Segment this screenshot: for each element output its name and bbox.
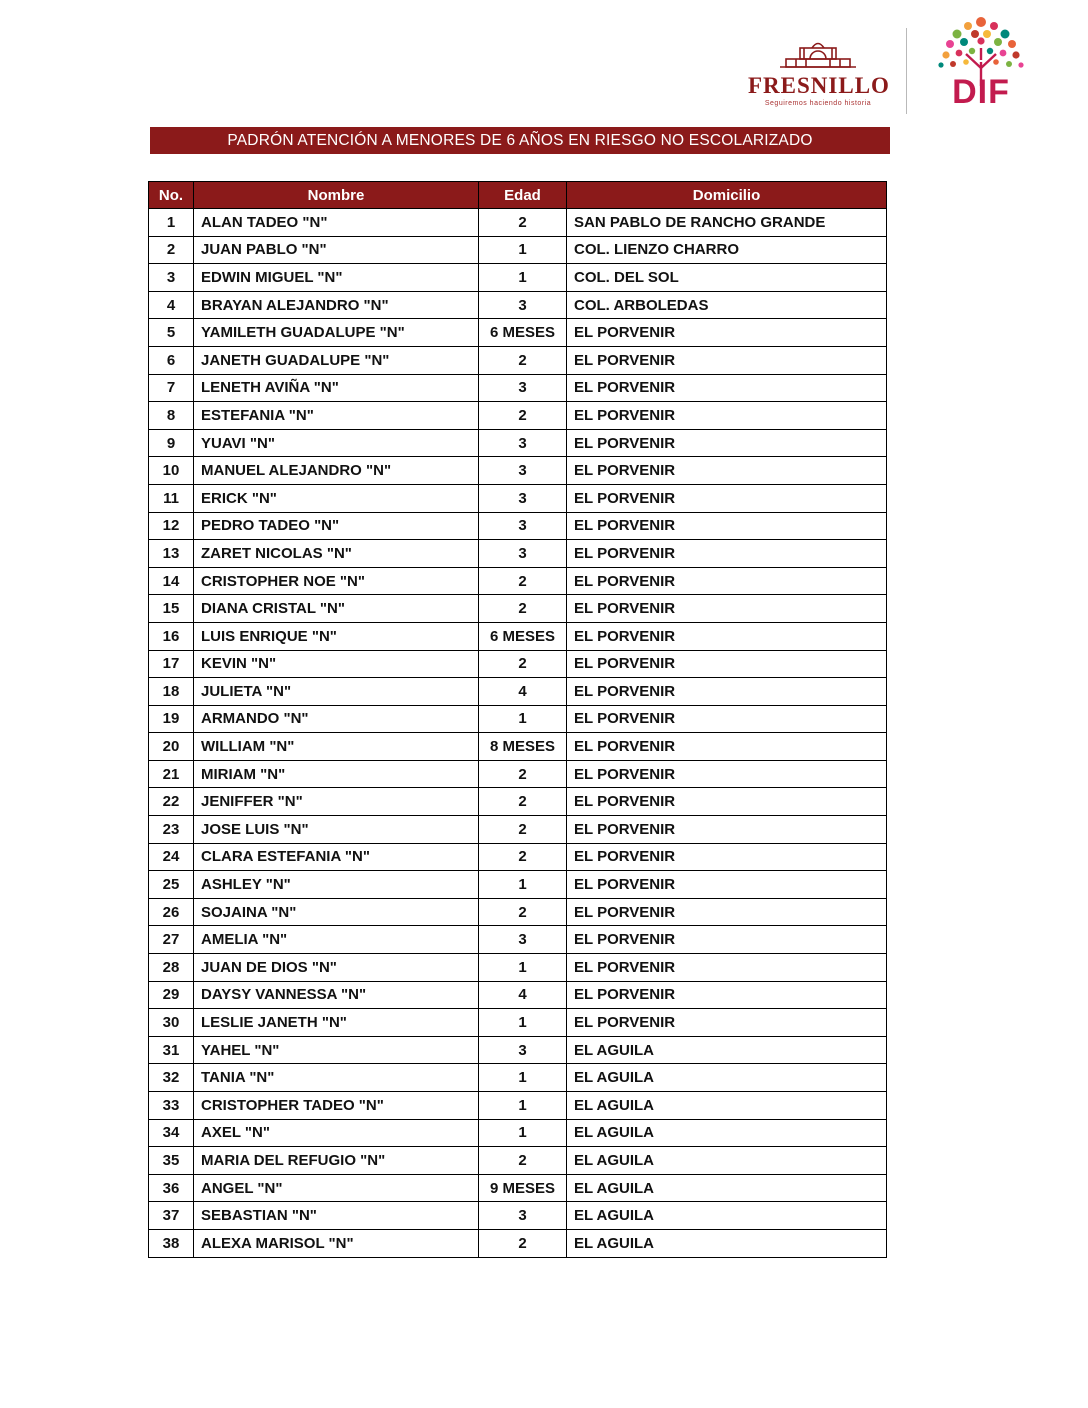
table-cell: EL PORVENIR (567, 760, 887, 788)
table-row (149, 788, 887, 816)
table-cell: ERICK "N" (194, 484, 479, 512)
table-row (149, 209, 887, 237)
table-cell: DAYSY VANNESSA "N" (194, 981, 479, 1009)
table-cell: 2 (479, 816, 567, 844)
table-row (149, 1036, 887, 1064)
fresnillo-wordmark: FRESNILLO (748, 73, 890, 98)
table-row (149, 374, 887, 402)
table-cell: 2 (479, 650, 567, 678)
table-cell: EL AGUILA (567, 1092, 887, 1120)
table-cell: EL PORVENIR (567, 926, 887, 954)
table-cell: COL. DEL SOL (567, 264, 887, 292)
table-cell: 19 (149, 705, 194, 733)
table-row (149, 650, 887, 678)
table-cell: 3 (479, 1202, 567, 1230)
header-domicilio: Domicilio (567, 182, 887, 209)
table-cell: 27 (149, 926, 194, 954)
table-row (149, 954, 887, 982)
table-cell: EL PORVENIR (567, 705, 887, 733)
table-row (149, 1202, 887, 1230)
table-row (149, 1147, 887, 1175)
table-cell: 36 (149, 1174, 194, 1202)
table-cell: 11 (149, 484, 194, 512)
table-cell: 9 (149, 429, 194, 457)
fresnillo-building-icon (776, 36, 860, 72)
table-cell: EL AGUILA (567, 1229, 887, 1257)
table-cell: 24 (149, 843, 194, 871)
table-cell: LENETH AVIÑA "N" (194, 374, 479, 402)
table-row (149, 402, 887, 430)
table-cell: 37 (149, 1202, 194, 1230)
table-cell: TANIA "N" (194, 1064, 479, 1092)
table-row (149, 843, 887, 871)
table-cell: 9 MESES (479, 1174, 567, 1202)
table-cell: 7 (149, 374, 194, 402)
header-nombre: Nombre (194, 182, 479, 209)
table-cell: 30 (149, 1009, 194, 1037)
table-cell: 38 (149, 1229, 194, 1257)
table-cell: 20 (149, 733, 194, 761)
table-cell: CRISTOPHER NOE "N" (194, 567, 479, 595)
table-row (149, 236, 887, 264)
table-row (149, 540, 887, 568)
table-cell: CLARA ESTEFANIA "N" (194, 843, 479, 871)
table-row (149, 264, 887, 292)
table-cell: JENIFFER "N" (194, 788, 479, 816)
table-cell: 2 (479, 1147, 567, 1175)
table-cell: EL AGUILA (567, 1119, 887, 1147)
table-cell: ALAN TADEO "N" (194, 209, 479, 237)
dif-wordmark: DIF (952, 73, 1010, 111)
fresnillo-tagline: Seguiremos haciendo historia (764, 100, 872, 107)
table-cell: 3 (479, 1036, 567, 1064)
table-row (149, 871, 887, 899)
table-row (149, 319, 887, 347)
table-cell: 10 (149, 457, 194, 485)
table-cell: EL PORVENIR (567, 374, 887, 402)
table-cell: 2 (479, 898, 567, 926)
table-cell: EL PORVENIR (567, 622, 887, 650)
header-no: No. (149, 182, 194, 209)
table-cell: ESTEFANIA "N" (194, 402, 479, 430)
table-cell: 3 (479, 926, 567, 954)
table-cell: ALEXA MARISOL "N" (194, 1229, 479, 1257)
table-cell: EL PORVENIR (567, 788, 887, 816)
table-cell: 3 (479, 429, 567, 457)
table-cell: EL AGUILA (567, 1147, 887, 1175)
table-cell: ZARET NICOLAS "N" (194, 540, 479, 568)
table-cell: 2 (479, 843, 567, 871)
table-cell: 5 (149, 319, 194, 347)
table-cell: BRAYAN ALEJANDRO "N" (194, 291, 479, 319)
table-cell: COL. LIENZO CHARRO (567, 236, 887, 264)
table-cell: LESLIE JANETH "N" (194, 1009, 479, 1037)
table-cell: PEDRO TADEO "N" (194, 512, 479, 540)
table-cell: EDWIN MIGUEL "N" (194, 264, 479, 292)
table-cell: EL AGUILA (567, 1064, 887, 1092)
table-row (149, 926, 887, 954)
table-cell: EL PORVENIR (567, 1009, 887, 1037)
table-cell: 6 MESES (479, 319, 567, 347)
table-cell: 22 (149, 788, 194, 816)
table-row (149, 595, 887, 623)
table-cell: 1 (479, 236, 567, 264)
table-cell: 12 (149, 512, 194, 540)
table-cell: EL PORVENIR (567, 540, 887, 568)
table-row (149, 1119, 887, 1147)
table-cell: EL PORVENIR (567, 484, 887, 512)
table-row (149, 733, 887, 761)
table-cell: JUAN PABLO "N" (194, 236, 479, 264)
table-cell: EL AGUILA (567, 1036, 887, 1064)
table-cell: 15 (149, 595, 194, 623)
table-cell: SAN PABLO DE RANCHO GRANDE (567, 209, 887, 237)
table-cell: EL PORVENIR (567, 512, 887, 540)
table-cell: 3 (479, 291, 567, 319)
table-cell: 2 (479, 788, 567, 816)
table-cell: 2 (149, 236, 194, 264)
table-cell: YAMILETH GUADALUPE "N" (194, 319, 479, 347)
table-cell: CRISTOPHER TADEO "N" (194, 1092, 479, 1120)
table-cell: SEBASTIAN "N" (194, 1202, 479, 1230)
table-cell: EL PORVENIR (567, 567, 887, 595)
table-cell: 1 (149, 209, 194, 237)
logo-divider (906, 28, 907, 114)
table-cell: EL PORVENIR (567, 843, 887, 871)
table-cell: EL PORVENIR (567, 346, 887, 374)
roster-table (148, 181, 887, 1258)
table-cell: 3 (479, 540, 567, 568)
table-row (149, 567, 887, 595)
table-cell: 4 (149, 291, 194, 319)
table-cell: EL AGUILA (567, 1174, 887, 1202)
table-cell: 1 (479, 264, 567, 292)
table-cell: EL PORVENIR (567, 954, 887, 982)
table-cell: 3 (479, 457, 567, 485)
table-cell: 26 (149, 898, 194, 926)
table-row (149, 678, 887, 706)
fresnillo-logo (748, 36, 888, 107)
table-cell: EL PORVENIR (567, 981, 887, 1009)
table-row (149, 622, 887, 650)
table-cell: 2 (479, 346, 567, 374)
table-cell: MARIA DEL REFUGIO "N" (194, 1147, 479, 1175)
table-cell: 1 (479, 871, 567, 899)
table-cell: EL PORVENIR (567, 429, 887, 457)
table-body (149, 209, 887, 1258)
table-cell: 1 (479, 1092, 567, 1120)
table-cell: 1 (479, 1064, 567, 1092)
table-cell: COL. ARBOLEDAS (567, 291, 887, 319)
table-cell: EL PORVENIR (567, 678, 887, 706)
table-cell: 29 (149, 981, 194, 1009)
table-cell: 16 (149, 622, 194, 650)
table-cell: 3 (149, 264, 194, 292)
table-header-row (149, 182, 887, 209)
table-cell: JUAN DE DIOS "N" (194, 954, 479, 982)
table-cell: 2 (479, 595, 567, 623)
header-edad: Edad (479, 182, 567, 209)
table-cell: AMELIA "N" (194, 926, 479, 954)
table-cell: 33 (149, 1092, 194, 1120)
table-row (149, 1092, 887, 1120)
table-cell: KEVIN "N" (194, 650, 479, 678)
table-cell: AXEL "N" (194, 1119, 479, 1147)
table-cell: 4 (479, 678, 567, 706)
table-row (149, 291, 887, 319)
table-row (149, 457, 887, 485)
table-row (149, 898, 887, 926)
table-cell: EL PORVENIR (567, 650, 887, 678)
table-cell: 34 (149, 1119, 194, 1147)
table-row (149, 429, 887, 457)
table-cell: 1 (479, 705, 567, 733)
table-cell: SOJAINA "N" (194, 898, 479, 926)
table-row (149, 1009, 887, 1037)
table-cell: 1 (479, 1009, 567, 1037)
table-cell: 3 (479, 374, 567, 402)
table-cell: WILLIAM "N" (194, 733, 479, 761)
table-row (149, 760, 887, 788)
table-cell: 2 (479, 1229, 567, 1257)
table-row (149, 1174, 887, 1202)
table-cell: EL PORVENIR (567, 733, 887, 761)
table-cell: LUIS ENRIQUE "N" (194, 622, 479, 650)
table-cell: EL PORVENIR (567, 402, 887, 430)
table-cell: EL PORVENIR (567, 319, 887, 347)
table-cell: ARMANDO "N" (194, 705, 479, 733)
table-cell: 17 (149, 650, 194, 678)
table-cell: 2 (479, 760, 567, 788)
table-cell: 25 (149, 871, 194, 899)
table-cell: 31 (149, 1036, 194, 1064)
table-cell: ASHLEY "N" (194, 871, 479, 899)
table-cell: 6 MESES (479, 622, 567, 650)
table-row (149, 1064, 887, 1092)
table-cell: DIANA CRISTAL "N" (194, 595, 479, 623)
table-cell: 18 (149, 678, 194, 706)
table-cell: EL PORVENIR (567, 816, 887, 844)
table-cell: JANETH GUADALUPE "N" (194, 346, 479, 374)
table-cell: EL AGUILA (567, 1202, 887, 1230)
table-cell: 1 (479, 1119, 567, 1147)
table-cell: 1 (479, 954, 567, 982)
table-cell: EL PORVENIR (567, 898, 887, 926)
table-cell: 21 (149, 760, 194, 788)
table-cell: 28 (149, 954, 194, 982)
table-cell: MANUEL ALEJANDRO "N" (194, 457, 479, 485)
table-cell: MIRIAM "N" (194, 760, 479, 788)
table-row (149, 512, 887, 540)
table-cell: JOSE LUIS "N" (194, 816, 479, 844)
table-cell: 2 (479, 209, 567, 237)
table-cell: ANGEL "N" (194, 1174, 479, 1202)
table-cell: 2 (479, 567, 567, 595)
table-cell: 4 (479, 981, 567, 1009)
table-cell: 8 (149, 402, 194, 430)
table-cell: EL PORVENIR (567, 457, 887, 485)
title-banner: PADRÓN ATENCIÓN A MENORES DE 6 AÑOS EN RIESGO NO ESCOLARIZADO (150, 127, 890, 154)
table-cell: 2 (479, 402, 567, 430)
table-cell: 6 (149, 346, 194, 374)
table-cell: YUAVI "N" (194, 429, 479, 457)
table-cell: 23 (149, 816, 194, 844)
table-row (149, 346, 887, 374)
table-cell: YAHEL "N" (194, 1036, 479, 1064)
table-cell: EL PORVENIR (567, 871, 887, 899)
table-row (149, 816, 887, 844)
header-logos (748, 10, 1048, 120)
table-cell: 3 (479, 484, 567, 512)
table-cell: 14 (149, 567, 194, 595)
dif-logo (926, 10, 1036, 120)
table-row (149, 705, 887, 733)
table-row (149, 1229, 887, 1257)
table-cell: 35 (149, 1147, 194, 1175)
table-cell: 3 (479, 512, 567, 540)
table-row (149, 484, 887, 512)
table-cell: 32 (149, 1064, 194, 1092)
table-cell: 8 MESES (479, 733, 567, 761)
table-cell: EL PORVENIR (567, 595, 887, 623)
table-cell: 13 (149, 540, 194, 568)
table-cell: JULIETA "N" (194, 678, 479, 706)
table-row (149, 981, 887, 1009)
